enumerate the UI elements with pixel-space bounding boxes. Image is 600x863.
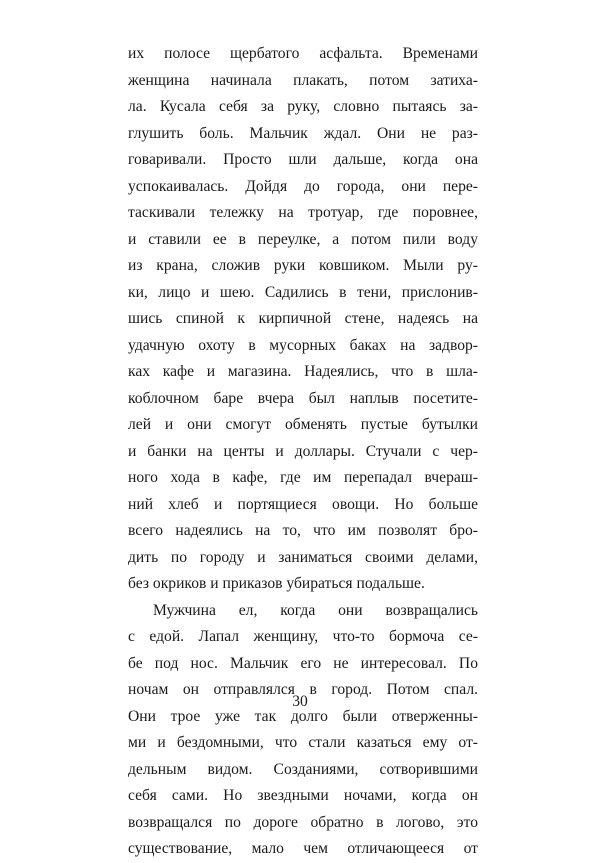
text-line: ночам он отправлялся в город. Потом спал. [128, 681, 478, 698]
text-line: ного хода в кафе, где им перепадал вчераш- [128, 469, 478, 486]
text-line: существование, мало чем отличающееся от [128, 840, 478, 857]
text-line: всего надеялись на то, что им позволят бро- [128, 522, 478, 539]
text-line: и ставили ее в переулке, а потом пили воду [128, 230, 478, 248]
text-line: бе под нос. Мальчик его не интересовал. По [128, 654, 478, 672]
text-line: говаривали. Просто шли дальше, когда она [128, 151, 478, 168]
page-number: 30 [292, 693, 308, 710]
text-line: ки, лицо и шею. Садились в тени, прислонив- [128, 283, 478, 301]
text-line: Мужчина ел, когда они возвращались [153, 601, 478, 619]
text-line: глушить боль. Мальчик ждал. Они не раз- [128, 124, 478, 142]
text-line: дить по городу и заниматься своими делами, [128, 548, 478, 566]
paragraph-2 [128, 598, 478, 863]
text-line: ла. Кусала себя за руку, словно пытаясь за- [128, 98, 478, 115]
text-line: женщина начинала плакать, потом затиха- [128, 71, 478, 89]
paragraph-1 [128, 41, 478, 598]
text-line: без окриков и приказов убираться подальше. [128, 575, 425, 592]
text-line: удачную охоту в мусорных баках на задвор- [128, 336, 478, 354]
text-block [128, 41, 478, 863]
text-line: ми и бездомными, что стали казаться ему от- [128, 734, 478, 751]
text-line: таскивали тележку на тротуар, где поровнее, [128, 204, 478, 221]
text-line: и банки на центы и доллары. Стучали с чер- [128, 442, 478, 460]
text-line: возвращался по дороге обратно в логово, это [128, 813, 478, 831]
text-line: их полосе щербатого асфальта. Временами [128, 45, 478, 62]
text-line: дельным видом. Созданиями, сотворившими [128, 760, 478, 778]
text-line: ний хлеб и портящиеся овощи. Но больше [128, 495, 478, 513]
text-line: успокаивалась. Дойдя до города, они пере- [128, 177, 478, 195]
text-line: себя сами. Но звездными ночами, когда он [128, 787, 478, 804]
text-line: шись спиной к кирпичной стене, надеясь на [128, 310, 478, 327]
text-line: Они трое уже так долго были отверженны- [128, 707, 478, 725]
text-line: из крана, сложив руки ковшиком. Мыли ру- [128, 257, 478, 274]
text-line: с едой. Лапал женщину, что-то бормоча се- [128, 628, 478, 645]
text-line: лей и они смогут обменять пустые бутылки [128, 416, 478, 433]
text-line: коблочном баре вчера был наплыв посетите- [128, 389, 478, 407]
text-line: ках кафе и магазина. Надеялись, что в шла- [128, 363, 478, 380]
